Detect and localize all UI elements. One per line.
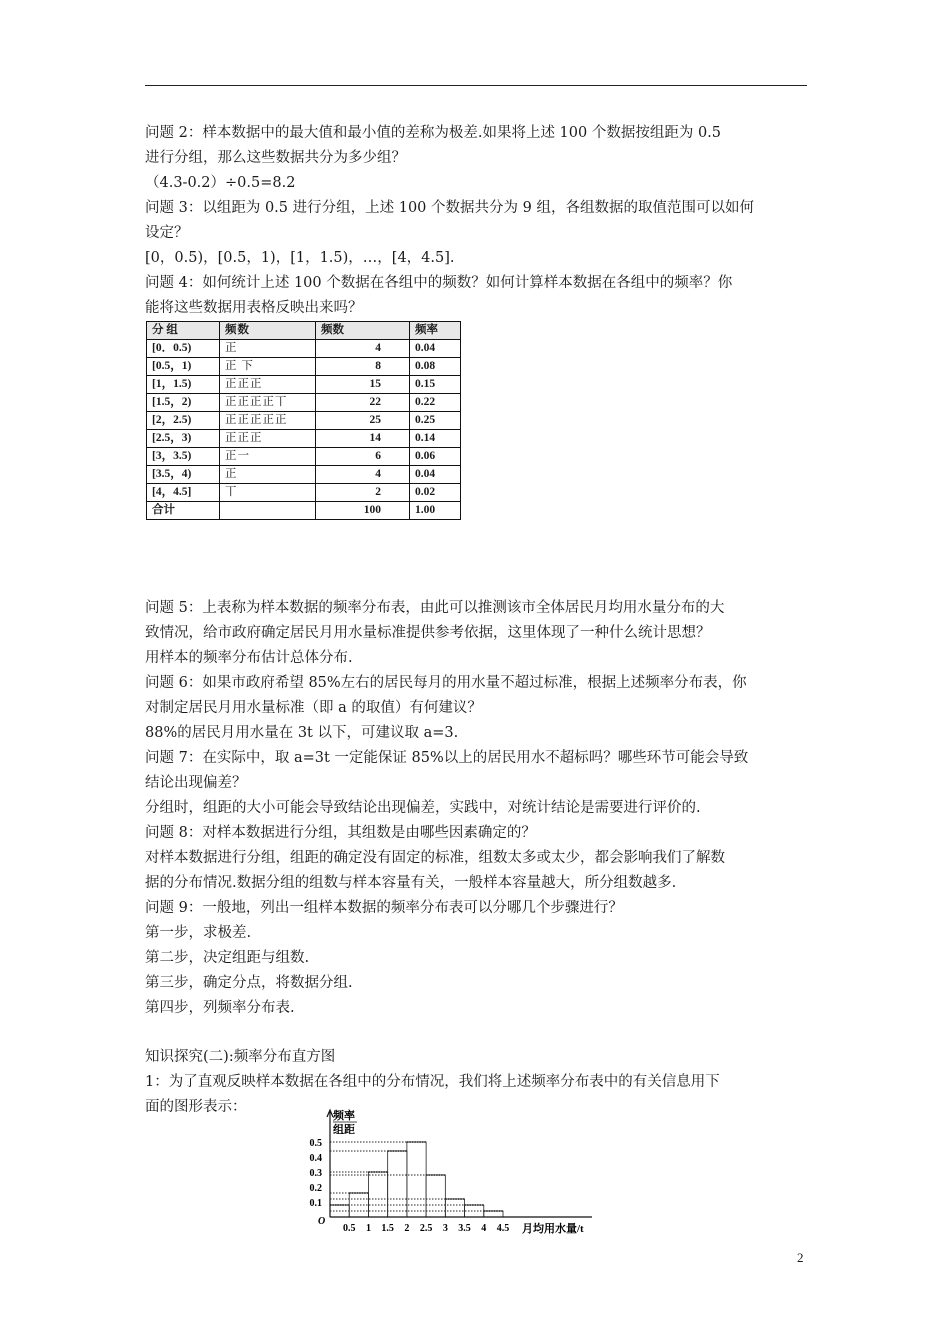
x-tick-label: 1.5 — [381, 1223, 394, 1234]
x-tick-label: 4 — [481, 1223, 487, 1234]
paragraph-line: 面的图形表示： — [145, 1099, 247, 1115]
freq-cell: 0.06 — [410, 448, 461, 466]
count-cell: 8 — [316, 358, 410, 376]
paragraph-line: 问题 6：如果市政府希望 85%左右的居民每月的用水量不超过标准，根据上述频率分布表，你 — [145, 675, 747, 691]
y-tick-label: 0.1 — [309, 1198, 322, 1209]
paragraph-line: 用样本的频率分布估计总体分布. — [145, 650, 353, 666]
paragraph-line: 问题 4：如何统计上述 100 个数据在各组中的频数？如何计算样本数据在各组中的频率？你 — [145, 275, 733, 291]
freq-cell: 1.00 — [410, 502, 461, 520]
count-cell: 15 — [316, 376, 410, 394]
paragraph-line: 致情况，给市政府确定居民月用水量标准提供参考依据，这里体现了一种什么统计思想？ — [145, 625, 711, 641]
count-cell: 25 — [316, 412, 410, 430]
histogram-bar — [368, 1172, 387, 1217]
table-row — [147, 448, 461, 466]
group-cell: [0．0.5) — [147, 340, 220, 358]
table-header-cell: 频数 — [220, 322, 316, 340]
paragraph-line: 设定？ — [145, 225, 189, 241]
freq-cell: 0.15 — [410, 376, 461, 394]
paragraph-line: 问题 7：在实际中，取 a=3t 一定能保证 85%以上的居民用水不超标吗？哪些环节可能会导致 — [145, 750, 749, 766]
paragraph-line: 88%的居民月用水量在 3t 以下，可建议取 a=3. — [145, 725, 459, 741]
freq-cell: 0.08 — [410, 358, 461, 376]
tally-cell: 正 下 — [220, 358, 316, 376]
tally-cell: 正正正正正 — [220, 412, 316, 430]
group-cell: [4，4.5] — [147, 484, 220, 502]
table-header-cell: 分 组 — [147, 322, 220, 340]
count-cell: 4 — [316, 340, 410, 358]
x-tick-label: 4.5 — [496, 1223, 510, 1234]
table-row — [147, 484, 461, 502]
count-cell: 14 — [316, 430, 410, 448]
count-cell: 2 — [316, 484, 410, 502]
y-tick-label: 0.3 — [309, 1168, 322, 1179]
y-axis-label: 组距 — [333, 1124, 355, 1136]
group-cell: [0.5，1) — [147, 358, 220, 376]
freq-cell: 0.04 — [410, 340, 461, 358]
x-tick-label: 3 — [442, 1223, 448, 1234]
group-cell: [2，2.5) — [147, 412, 220, 430]
count-cell: 6 — [316, 448, 410, 466]
tally-cell: 正 — [220, 466, 316, 484]
table-row — [147, 394, 461, 412]
y-tick-label: 0.5 — [309, 1138, 322, 1149]
paragraph-line: 问题 5：上表称为样本数据的频率分布表，由此可以推测该市全体居民月均用水量分布的大 — [145, 600, 725, 616]
group-cell: [2.5，3) — [147, 430, 220, 448]
paragraph-line: 进行分组，那么这些数据共分为多少组？ — [145, 150, 406, 166]
table-header-cell: 频数 — [316, 322, 410, 340]
tally-cell: 正 — [220, 340, 316, 358]
tally-cell: 正正正正丅 — [220, 394, 316, 412]
paragraph-line: （4.3-0.2）÷0.5=8.2 — [145, 175, 296, 191]
table-row — [147, 376, 461, 394]
table-total-row — [147, 502, 461, 520]
paragraph-line: [0，0.5)，[0.5，1)，[1，1.5)，…，[4，4.5]. — [145, 250, 455, 266]
tally-cell: 正一 — [220, 448, 316, 466]
count-cell: 4 — [316, 466, 410, 484]
freq-cell: 0.02 — [410, 484, 461, 502]
origin-label: O — [318, 1216, 326, 1227]
freq-cell: 0.25 — [410, 412, 461, 430]
y-axis-label: 频率 — [333, 1110, 355, 1122]
x-tick-label: 3.5 — [458, 1223, 471, 1234]
histogram-bar — [407, 1142, 426, 1217]
paragraph-line: 结论出现偏差？ — [145, 775, 247, 791]
group-cell: 合计 — [147, 502, 220, 520]
table-row — [147, 412, 461, 430]
freq-cell: 0.04 — [410, 466, 461, 484]
frequency-histogram — [300, 1108, 610, 1238]
table-row — [147, 466, 461, 484]
histogram-bar — [388, 1151, 407, 1217]
x-tick-label: 2.5 — [419, 1223, 433, 1234]
tally-cell: 丅 — [220, 484, 316, 502]
paragraph-line: 第一步，求极差. — [145, 925, 252, 941]
histogram-bar — [445, 1199, 464, 1217]
paragraph-line: 据的分布情况.数据分组的组数与样本容量有关，一般样本容量越大，所分组数越多. — [145, 875, 677, 891]
x-tick-label: 0.5 — [342, 1223, 356, 1234]
paragraph-line: 问题 3：以组距为 0.5 进行分组，上述 100 个数据共分为 9 组，各组数据的取值范围可以如何 — [145, 200, 754, 216]
frequency-table — [146, 321, 461, 520]
paragraph-line: 问题 9：一般地，列出一组样本数据的频率分布表可以分哪几个步骤进行？ — [145, 900, 623, 916]
x-axis-label: 月均用水量/t — [522, 1223, 584, 1235]
page-number: 2 — [797, 1250, 804, 1265]
table-header-row — [147, 322, 461, 340]
header-rule — [145, 85, 807, 86]
tally-cell: 正正正 — [220, 376, 316, 394]
count-cell: 22 — [316, 394, 410, 412]
table-row — [147, 340, 461, 358]
paragraph-line: 对制定居民月用水量标准（即 a 的取值）有何建议？ — [145, 700, 482, 716]
y-tick-label: 0.4 — [309, 1153, 322, 1164]
histogram-bar — [484, 1211, 503, 1217]
paragraph-line: 第四步，列频率分布表. — [145, 1000, 295, 1016]
paragraph-line: 第二步，决定组距与组数. — [145, 950, 310, 966]
tally-cell — [220, 502, 316, 520]
group-cell: [1，1.5) — [147, 376, 220, 394]
paragraph-line: 第三步，确定分点，将数据分组. — [145, 975, 353, 991]
freq-cell: 0.14 — [410, 430, 461, 448]
paragraph-line: 1：为了直观反映样本数据在各组中的分布情况，我们将上述频率分布表中的有关信息用下 — [145, 1074, 720, 1090]
tally-cell: 正正正 — [220, 430, 316, 448]
paragraph-line: 问题 2：样本数据中的最大值和最小值的差称为极差.如果将上述 100 个数据按组距为 0.5 — [145, 125, 722, 141]
count-cell: 100 — [316, 502, 410, 520]
group-cell: [3，3.5) — [147, 448, 220, 466]
x-tick-label: 2 — [404, 1223, 410, 1234]
table-row — [147, 430, 461, 448]
freq-cell: 0.22 — [410, 394, 461, 412]
table-header-cell: 频率 — [410, 322, 461, 340]
group-cell: [1.5，2) — [147, 394, 220, 412]
group-cell: [3.5，4) — [147, 466, 220, 484]
paragraph-line: 分组时，组距的大小可能会导致结论出现偏差，实践中，对统计结论是需要进行评价的. — [145, 800, 701, 816]
paragraph-line: 对样本数据进行分组，组距的确定没有固定的标准，组数太多或太少，都会影响我们了解数 — [145, 850, 725, 866]
x-tick-label: 1 — [365, 1223, 371, 1234]
paragraph-line: 能将这些数据用表格反映出来吗？ — [145, 300, 363, 316]
paragraph-line: 问题 8：对样本数据进行分组，其组数是由哪些因素确定的？ — [145, 825, 536, 841]
y-tick-label: 0.2 — [309, 1183, 322, 1194]
table-row — [147, 358, 461, 376]
section-heading: 知识探究(二):频率分布直方图 — [145, 1049, 336, 1065]
